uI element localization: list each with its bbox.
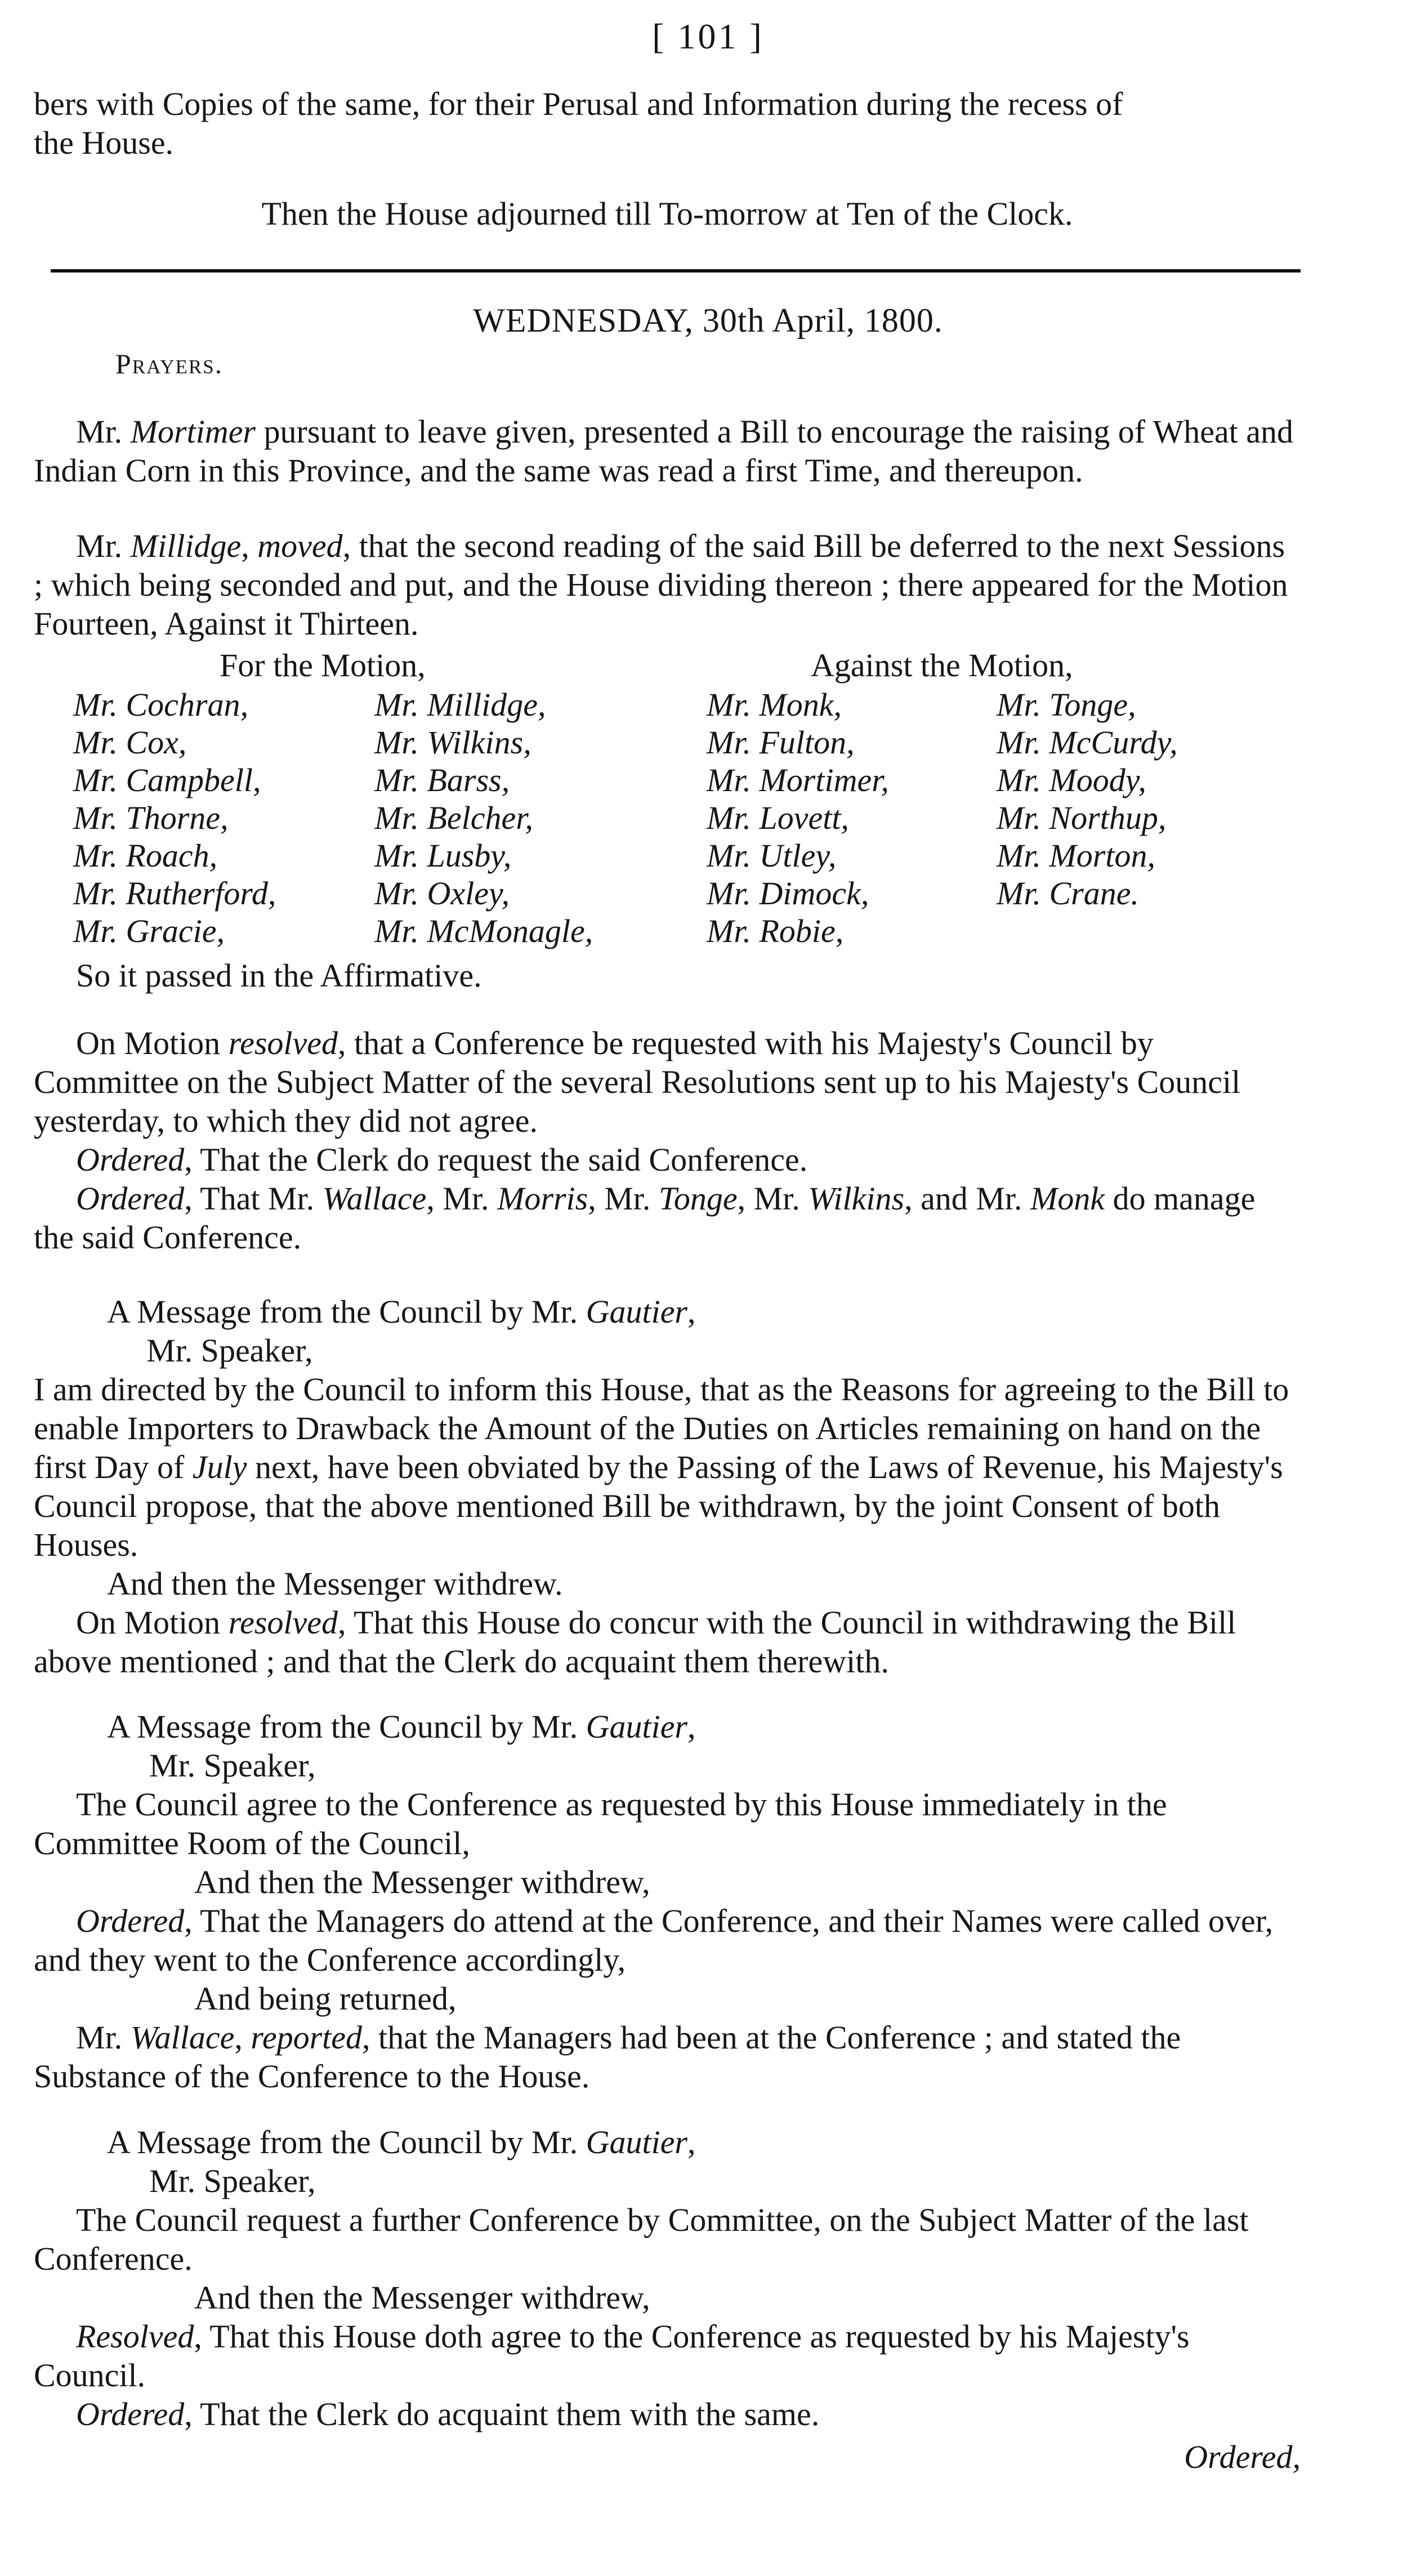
- member-name: Mr. Monk,: [707, 686, 842, 723]
- member-name: Mr. Lovett,: [707, 800, 849, 836]
- member-name: Mr. Millidge,: [374, 686, 546, 723]
- member-name: Mr. Barss,: [374, 762, 510, 798]
- catchword: Ordered,: [1184, 2439, 1301, 2475]
- council-message-1: A Message from the Council by Mr. Gautier, Mr. Speaker, I am directed by the Council to inform this House, that as the Reasons for agreeing to the Bill to enable Importers to Drawback the Amount of the Duties on Articles remaining on hand on the first Day of July next, have been obviated by the Passing of the Laws of Revenue, his Majesty's Council propose, that the above mentioned Bill be withdrawn, by the joint Consent of both Houses. And then the Messenger withdrew. On Motion resolved, That this House do concur with the Council in withdrawing the Bill above mentioned ; and that the Clerk do acquaint them therewith.: [34, 1293, 1289, 1680]
- member-name: Mr. Roach,: [73, 837, 218, 874]
- for-motion-label: For the Motion,: [220, 647, 426, 684]
- member-name: Morris: [497, 1180, 588, 1217]
- council-message-3: A Message from the Council by Mr. Gautier, Mr. Speaker, The Council request a further Conference by Committee, on the Subject Matter of the last Conference. And then the Messenger withdrew, Resolved, That this House doth agree to the Conference as requested by his Majesty's Council. Ordered, That the Clerk do acquaint them with the same.: [34, 2124, 1249, 2432]
- member-name: Mr. Utley,: [707, 837, 837, 874]
- member-name: Mr. Lusby,: [374, 837, 512, 874]
- member-name: Wilkins: [808, 1180, 905, 1217]
- continuation-line: the House.: [34, 124, 174, 161]
- prayers-label: Prayers.: [115, 348, 224, 380]
- member-name: Mr. Dimock,: [707, 875, 869, 912]
- continuation-text: [34, 84, 1301, 162]
- member-name: Mr. Wilkins,: [374, 724, 531, 761]
- against-column-1: [707, 686, 889, 950]
- member-name: Mr. Oxley,: [374, 875, 510, 912]
- mortimer-bill-paragraph: Mr. Mortimer pursuant to leave given, presented a Bill to encourage the raising of Wheat and Indian Corn in this Province, and the same was read a first Time, and thereupon.: [34, 413, 1294, 489]
- division-result: So it passed in the Affirmative.: [76, 957, 482, 994]
- member-name: Mr. Robie,: [707, 913, 844, 949]
- member-name: Mr. Fulton,: [707, 724, 855, 761]
- member-name: Mr. Crane.: [997, 875, 1139, 912]
- for-column-1: [73, 686, 276, 950]
- member-name: Millidge: [130, 528, 242, 564]
- member-name: Mr. Belcher,: [374, 800, 533, 836]
- member-name: Mr. Cochran,: [73, 686, 248, 723]
- member-name: Mr. Cox,: [73, 724, 187, 761]
- adjournment-line: Then the House adjourned till To-morrow at Ten of the Clock.: [261, 195, 1073, 232]
- page-number: [ 101 ]: [652, 16, 764, 56]
- continuation-line: bers with Copies of the same, for their Perusal and Information during the recess of: [34, 86, 1123, 122]
- member-name: Mr. Campbell,: [73, 762, 261, 798]
- date-heading: WEDNESDAY, 30th April, 1800.: [473, 302, 943, 339]
- member-name: Monk: [1030, 1180, 1105, 1217]
- against-column-2: [997, 686, 1178, 912]
- member-name: Mr. Morton,: [997, 837, 1155, 874]
- for-column-2: [374, 686, 593, 950]
- member-name: Mr. McMonagle,: [374, 913, 593, 949]
- member-name: Mr. Mortimer,: [707, 762, 889, 798]
- section-rule: [51, 269, 1301, 273]
- member-name: Mr. Gracie,: [73, 913, 225, 949]
- millidge-motion-paragraph: Mr. Millidge, moved, that the second reading of the said Bill be deferred to the next Sessions ; which being seconded and put, and the House dividing thereon ; there appeared for the Motion Fourteen, Against it Thirteen.: [34, 528, 1288, 642]
- member-name: Wallace: [130, 2019, 235, 2056]
- member-name: Mr. McCurdy,: [997, 724, 1178, 761]
- member-name: Mr. Thorne,: [73, 800, 229, 836]
- against-motion-label: Against the Motion,: [811, 647, 1073, 684]
- member-name: Wallace: [322, 1180, 427, 1217]
- member-name: Mortimer: [130, 413, 256, 450]
- member-name: Tonge: [658, 1180, 738, 1217]
- council-message-2: A Message from the Council by Mr. Gautier, Mr. Speaker, The Council agree to the Conference as requested by this House immediately in the Committee Room of the Council, And then the Messenger withdrew, Ordered, That the Managers do attend at the Conference, and their Names were called over, and they went to the Conference accordingly, And being returned, Mr. Wallace, reported, that the Managers had been at the Conference ; and stated the Substance of the Conference to the House.: [34, 1708, 1274, 2095]
- member-name: Mr. Northup,: [997, 800, 1167, 836]
- member-name: Mr. Rutherford,: [73, 875, 276, 912]
- conference-request-section: On Motion resolved, that a Conference be requested with his Majesty's Council by Committee on the Subject Matter of the several Resolutions sent up to his Majesty's Council yesterday, to which they did not agree. Ordered, That the Clerk do request the said Conference. Ordered, That Mr. Wallace, Mr. Morris, Mr. Tonge, Mr. Wilkins, and Mr. Monk do manage the said Conference.: [34, 1025, 1256, 1256]
- member-name: Mr. Tonge,: [997, 686, 1136, 723]
- division-headers: [0, 646, 1416, 686]
- member-name: Mr. Moody,: [997, 762, 1146, 798]
